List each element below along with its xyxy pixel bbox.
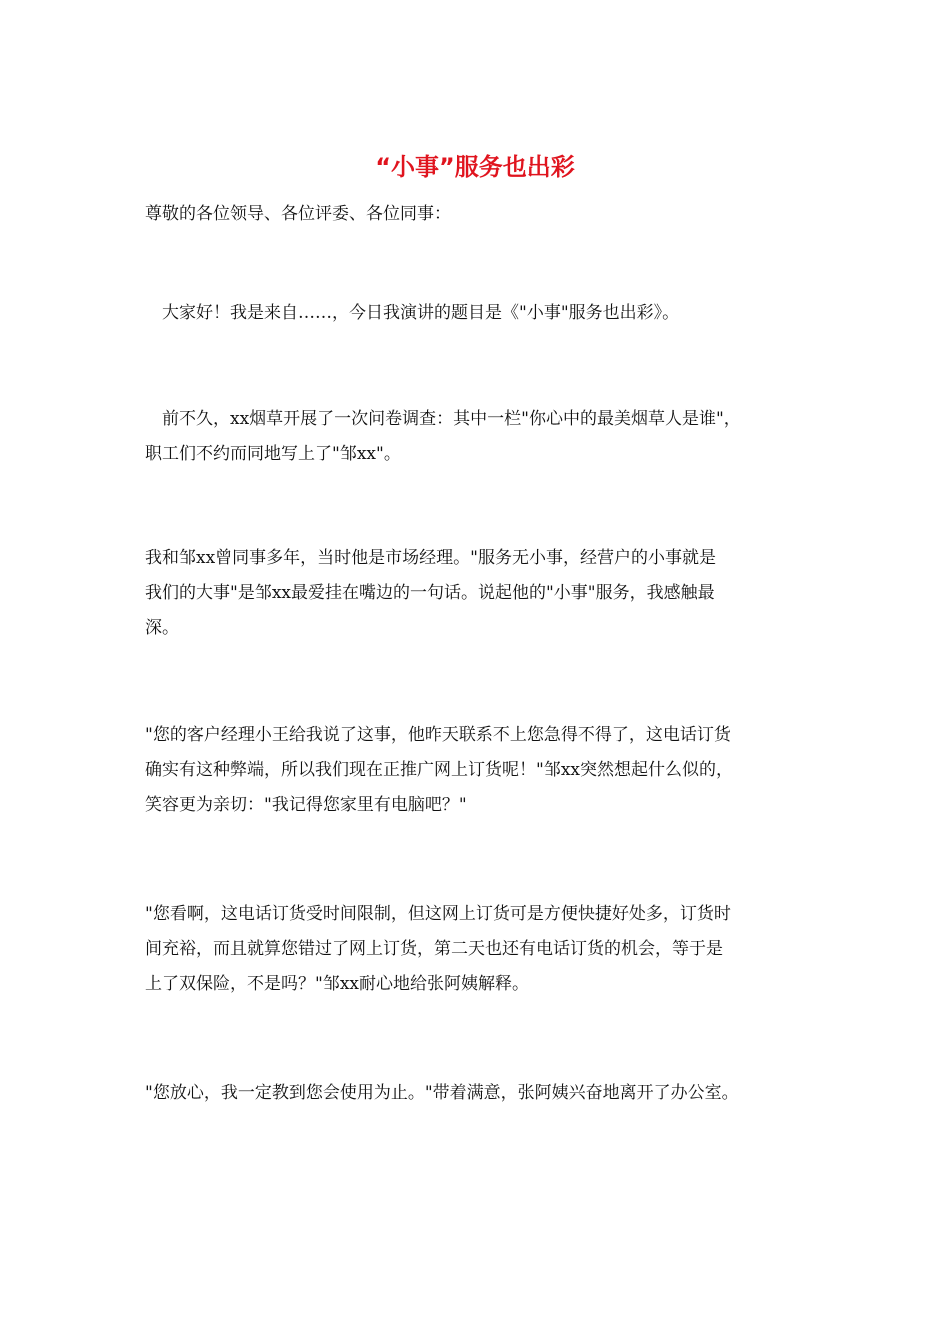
paragraph-line: 我和邹xx曾同事多年，当时他是市场经理。"服务无小事，经营户的小事就是 — [145, 548, 716, 568]
paragraph-line: "您放心，我一定教到您会使用为止。"带着满意，张阿姨兴奋地离开了办公室。 — [145, 1083, 739, 1103]
paragraph-line: 职工们不约而同地写上了"邹xx"。 — [145, 444, 401, 464]
paragraph-line: 深。 — [145, 618, 179, 638]
paragraph-line: 上了双保险，不是吗？"邹xx耐心地给张阿姨解释。 — [145, 974, 529, 994]
paragraph-closing — [145, 1076, 817, 1111]
paragraph-line: "您的客户经理小王给我说了这事，他昨天联系不上您急得不得了，这电话订货 — [145, 725, 731, 745]
paragraph-line: 我们的大事"是邹xx最爱挂在嘴边的一句话。说起他的"小事"服务，我感触最 — [145, 583, 715, 603]
paragraph-line: "您看啊，这电话订货受时间限制，但这网上订货可是方便快捷好处多，订货时 — [145, 904, 731, 924]
paragraph-customer-manager — [145, 718, 817, 823]
salutation-line: 尊敬的各位领导、各位评委、各位同事： — [145, 204, 451, 224]
paragraph-line: 确实有这种弊端，所以我们现在正推广网上订货呢！"邹xx突然想起什么似的， — [145, 760, 733, 780]
paragraph-greeting — [145, 296, 834, 331]
paragraph-line: 大家好！我是来自……，今日我演讲的题目是《"小事"服务也出彩》。 — [162, 303, 680, 323]
paragraph-online-ordering — [145, 897, 817, 1002]
paragraph-line: 笑容更为亲切："我记得您家里有电脑吧？" — [145, 795, 467, 815]
paragraph-survey — [145, 402, 834, 472]
paragraph-line: 前不久，xx烟草开展了一次问卷调查：其中一栏"你心中的最美烟草人是谁"， — [162, 409, 741, 429]
paragraph-line: 间充裕，而且就算您错过了网上订货，第二天也还有电话订货的机会，等于是 — [145, 939, 723, 959]
salutation — [145, 197, 817, 232]
document-title: “小事”服务也出彩 — [375, 153, 575, 181]
paragraph-colleague — [145, 541, 817, 646]
